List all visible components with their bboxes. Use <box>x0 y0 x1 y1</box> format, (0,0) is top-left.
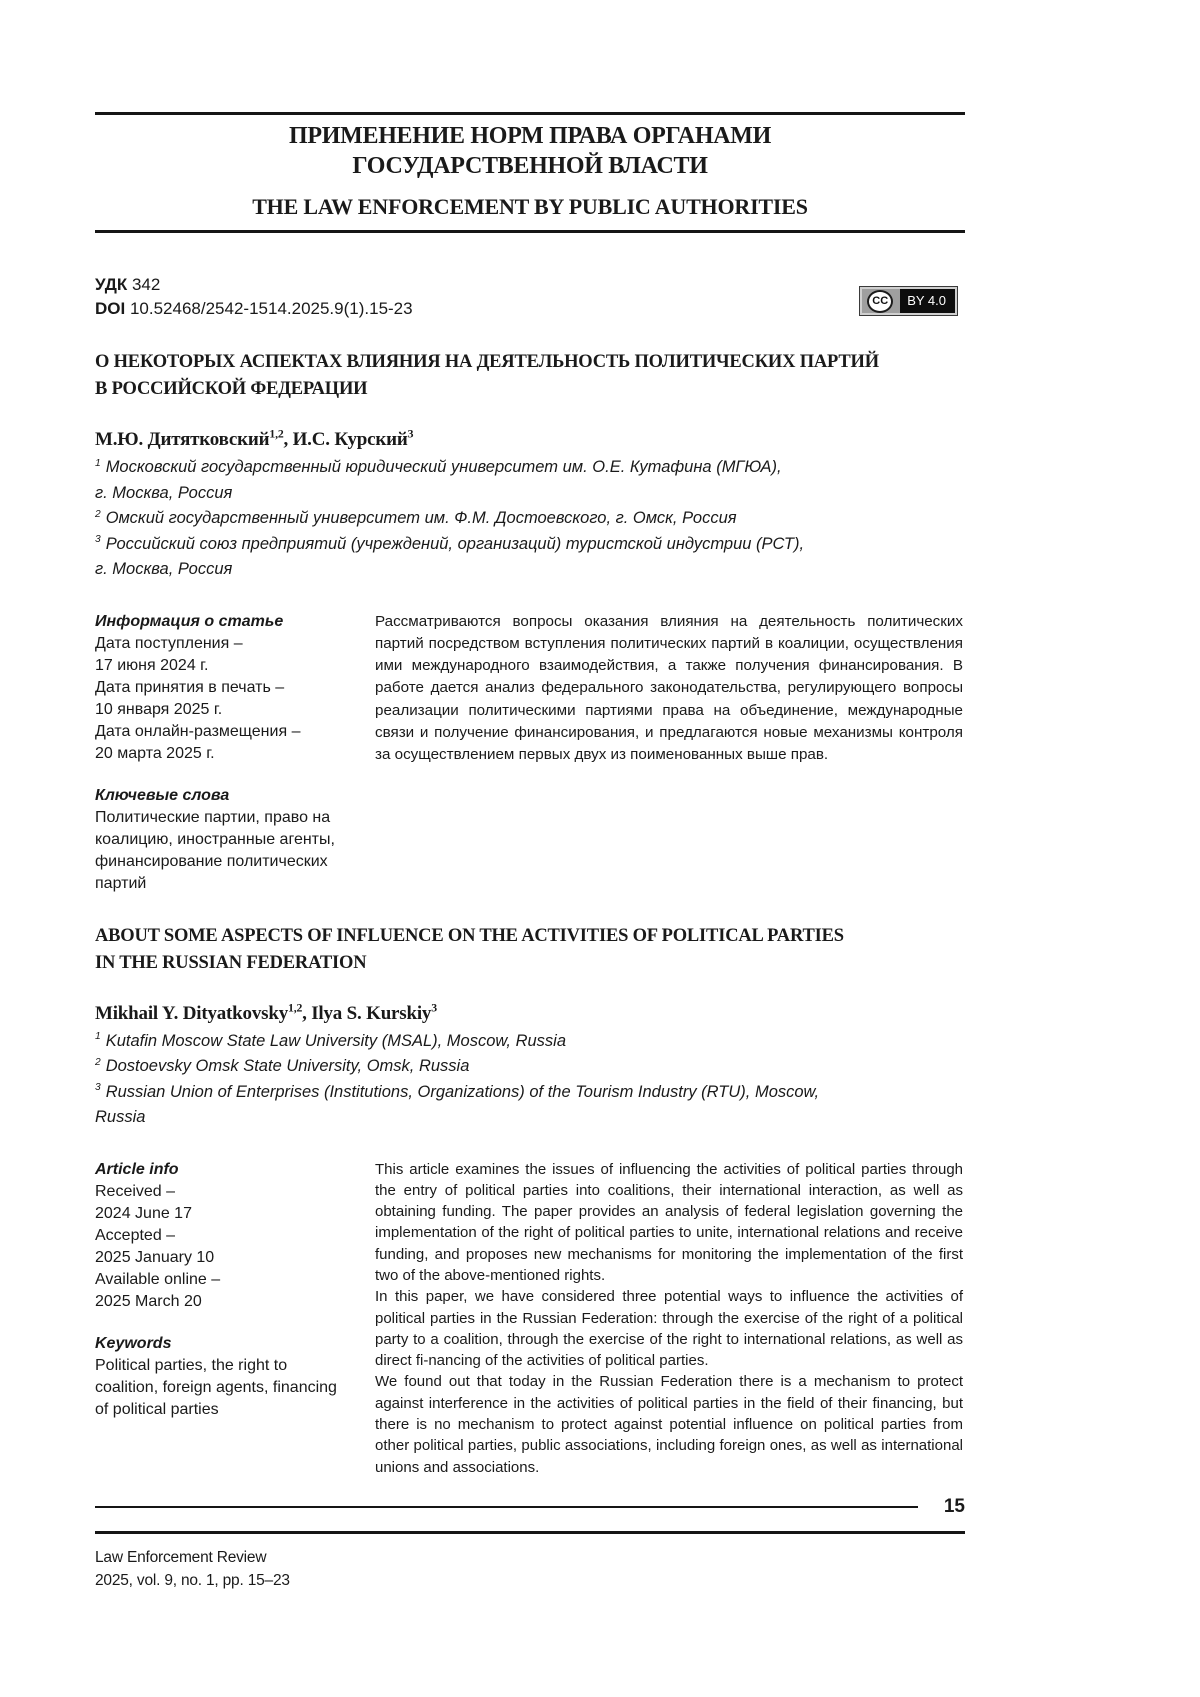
issue-info: 2025, vol. 9, no. 1, pp. 15–23 <box>95 1571 290 1589</box>
info-line: 2025 March 20 <box>95 1292 202 1310</box>
page-number-rule <box>95 1506 918 1508</box>
affiliation-en-2 <box>95 1054 965 1080</box>
ru-abstract: Рассматриваются вопросы оказания влияния на деятельность политических партий посредством вступления политических партий в коалиции, осуществления ими международного взаимодействия, а также получения финансирования. В работе дается анализ федерального законодательства, регулирующего вопросы реализации политическими партиями права на объединение, международные связи и получение финансирования, и предлагаются новые механизмы контроля за осуществлением первых двух из поименованных выше прав. <box>375 612 963 764</box>
section-title-en: THE LAW ENFORCEMENT BY PUBLIC AUTHORITIES <box>252 194 808 219</box>
author-en-1: Mikhail Y. Dityatkovsky <box>95 1002 289 1024</box>
page-number-row <box>95 1496 965 1518</box>
affiliation-ru-3 <box>95 532 965 558</box>
page-content <box>95 112 965 1592</box>
ru-keywords-text: Политические партии, право на коалицию, иностранные агенты, финансирование политических партий <box>95 808 335 892</box>
header-bottom-rule <box>95 230 965 233</box>
authors-ru <box>95 427 965 452</box>
cc-license-version: BY 4.0 <box>900 289 955 313</box>
author-ru-1: М.Ю. Дитятковский <box>95 429 270 450</box>
info-line: 10 января 2025 г. <box>95 700 223 718</box>
affiliation-marker: 2 <box>95 508 101 520</box>
section-title-ru <box>95 121 965 181</box>
section-title-ru-line1: ПРИМЕНЕНИЕ НОРМ ПРАВА ОРГАНАМИ <box>289 123 771 149</box>
article-title-en <box>95 923 965 977</box>
en-abstract-paragraph: This article examines the issues of influencing the activities of political parties through the entry of political parties into coalitions, their international interaction, as well as obtaining funding. The paper provides an analysis of federal legislation governing the implementation of the right of political parties to unite, international relations and receive funding, and proposes new mechanisms for monitoring the implementation of the first two of the above-mentioned rights. <box>375 1160 963 1284</box>
affiliation-marker: 3 <box>95 1082 101 1093</box>
article-title-en-line1: ABOUT SOME ASPECTS OF INFLUENCE ON THE ACTIVITIES OF POLITICAL PARTIES <box>95 925 844 946</box>
doi-value: 10.52468/2542-1514.2025.9(1).15-23 <box>129 299 413 318</box>
author-en-2: , Ilya S. Kurskiy <box>302 1002 432 1024</box>
doi-label: DOI <box>95 299 126 318</box>
article-title-ru-line2: В РОССИЙСКОЙ ФЕДЕРАЦИИ <box>95 379 368 399</box>
info-line: 17 июня 2024 г. <box>95 656 209 674</box>
affiliation-en-3 <box>95 1080 965 1106</box>
udc-line <box>95 273 965 297</box>
affiliation-text: Russian Union of Enterprises (Institutions, Organizations) of the Tourism Industry (RTU), Moscow, <box>105 1082 820 1101</box>
affiliation-text: Омский государственный университет им. Ф.М. Достоевского, г. Омск, Россия <box>105 509 737 527</box>
affiliation-marker: 1 <box>95 1031 101 1042</box>
authors-en <box>95 1001 965 1026</box>
affiliation-marker: 3 <box>95 534 101 545</box>
info-line: Available online – <box>95 1270 221 1288</box>
cc-logo-panel <box>860 287 900 315</box>
info-line: Accepted – <box>95 1226 176 1244</box>
author-ru-2: , И.С. Курский <box>283 429 408 450</box>
en-abstract-paragraph: We found out that today in the Russian Federation there is a mechanism to protect against interference in the activities of political parties in the field of their financing, but there is no mechanism to protect against potential influence on political parties from other political parties, public associations, including foreign ones, as well as international unions and associations. <box>375 1373 963 1476</box>
article-title-ru-line1: О НЕКОТОРЫХ АСПЕКТАХ ВЛИЯНИЯ НА ДЕЯТЕЛЬНОСТЬ ПОЛИТИЧЕСКИХ ПАРТИЙ <box>95 352 879 372</box>
section-title-ru-line2: ГОСУДАРСТВЕННОЙ ВЛАСТИ <box>352 153 708 179</box>
en-abstract <box>375 1159 963 1478</box>
author-en-1-affil-marker: 1,2 <box>288 1001 303 1015</box>
udc-label: УДК <box>95 275 128 294</box>
info-line: Дата онлайн-размещения – <box>95 722 301 740</box>
doi-line <box>95 297 965 321</box>
journal-name: Law Enforcement Review <box>95 1548 267 1566</box>
author-en-2-affil-marker: 3 <box>431 1001 437 1015</box>
article-meta <box>95 273 965 321</box>
en-info-abstract-block <box>95 1159 965 1478</box>
page-number: 15 <box>943 1495 965 1517</box>
affiliation-en-3-cont: Russia <box>95 1108 146 1126</box>
cc-icon: CC <box>867 290 893 313</box>
affiliation-ru-3-cont: г. Москва, Россия <box>95 560 233 578</box>
author-ru-2-affil-marker: 3 <box>407 427 414 441</box>
affiliations-en <box>95 1029 965 1131</box>
affiliation-text: Dostoevsky Omsk State University, Omsk, Russia <box>105 1057 470 1075</box>
affiliations-ru <box>95 455 965 583</box>
affiliation-ru-2 <box>95 506 965 532</box>
article-title-en-line2: IN THE RUSSIAN FEDERATION <box>95 952 367 973</box>
affiliation-text: Московский государственный юридический университет им. О.Е. Кутафина (МГЮА), <box>105 458 782 476</box>
footer-rule <box>95 1531 965 1534</box>
en-abstract-paragraph: In this paper, we have considered three potential ways to influence the activities of political parties in the Russian Federation: through the exercise of the right of a political party to a coalition, through the exercise of the right to international relations, as well as direct fi-nancing of the activities of political parties. <box>375 1288 963 1370</box>
cc-by-license-badge[interactable] <box>859 286 958 316</box>
affiliation-marker: 1 <box>95 457 101 469</box>
affiliation-en-1 <box>95 1029 965 1055</box>
ru-keywords-label: Ключевые слова <box>95 786 230 804</box>
affiliation-marker: 2 <box>95 1056 101 1068</box>
affiliation-text: Российский союз предприятий (учреждений, организаций) туристской индустрии (РСТ), <box>105 534 805 553</box>
info-line: Дата принятия в печать – <box>95 678 285 696</box>
author-ru-1-affil-marker: 1,2 <box>269 427 284 441</box>
ru-article-info-label: Информация о статье <box>95 612 284 630</box>
info-line: 2024 June 17 <box>95 1204 192 1222</box>
info-line: Received – <box>95 1182 176 1200</box>
en-keywords-text: Political parties, the right to coalition, foreign agents, financing of political parties <box>95 1356 337 1418</box>
ru-info-abstract-block <box>95 611 965 895</box>
affiliation-ru-1-cont: г. Москва, Россия <box>95 483 233 502</box>
en-keywords-label: Keywords <box>95 1334 172 1352</box>
article-title-ru <box>95 349 965 403</box>
ru-article-info-column <box>95 611 347 895</box>
info-line: 2025 January 10 <box>95 1248 215 1266</box>
affiliation-text: Kutafin Moscow State Law University (MSAL), Moscow, Russia <box>105 1031 567 1050</box>
en-article-info-column <box>95 1159 347 1478</box>
affiliation-ru-1 <box>95 455 965 481</box>
udc-value: 342 <box>131 275 161 294</box>
footer <box>95 1546 965 1592</box>
info-line: 20 марта 2025 г. <box>95 744 215 762</box>
header-top-rule <box>95 112 965 115</box>
info-line: Дата поступления – <box>95 634 243 652</box>
en-article-info-label: Article info <box>95 1160 179 1178</box>
